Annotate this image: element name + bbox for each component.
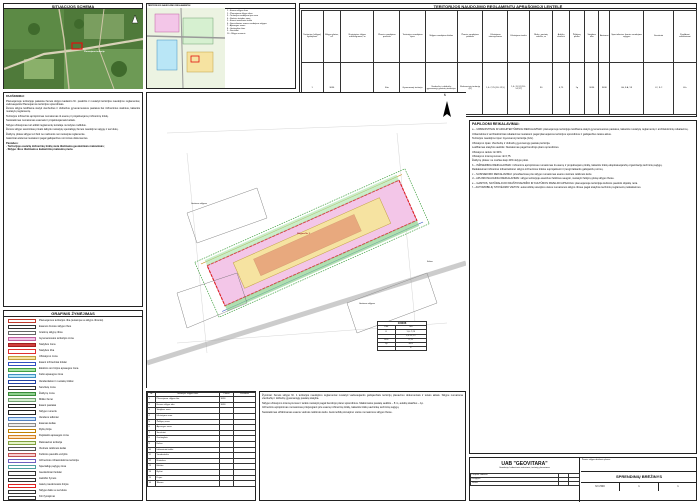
requirements-box <box>469 120 697 454</box>
legend-swatch <box>8 374 36 378</box>
legend-swatch <box>8 343 36 347</box>
notes-heading: Pastabos: <box>6 142 19 146</box>
drawing-scale: M 1:500 <box>581 483 620 491</box>
legend-swatch <box>8 447 36 451</box>
legend-label: Gretimų sklypų ribos <box>39 330 63 334</box>
table-cell: Apsaugos zona <box>156 425 220 431</box>
legend-label: Inžinerinės infrastruktūros teritorija <box>39 458 79 462</box>
legend-label: Vandentiekio ir nuotekų tinklai <box>39 379 74 383</box>
legend-item <box>8 458 79 464</box>
legend-item <box>8 428 51 434</box>
mini-plan-item: 6 - Specialiosios zemes naudojimo salygos <box>227 22 267 25</box>
legend-item <box>8 379 73 385</box>
plan-reg-cell: 30% <box>378 338 396 342</box>
table-cell: 30 <box>529 62 553 114</box>
coord-table <box>147 392 256 487</box>
table-cell: Rekreacinių teritorijų (R) <box>457 62 483 114</box>
legend-item <box>8 324 71 330</box>
drawing-name: SPRENDINIŲ BRĖŽINYS <box>581 472 697 483</box>
table-cell: Vandentiekis <box>156 453 220 459</box>
legend-item <box>8 349 54 355</box>
situation-scheme <box>3 3 143 89</box>
plan-reg-cell: 0,75 <box>395 338 426 342</box>
legend-label: Kelio apsaugos zona <box>39 373 64 377</box>
mini-plan-item: 8 - Gretimybiu ribos <box>227 27 246 30</box>
table-cell: 4 <box>148 413 156 419</box>
table-cell: 12 <box>148 458 156 464</box>
table-cell: Gretimybės <box>156 436 220 442</box>
legend-swatch <box>8 356 36 360</box>
plan-reg-cell <box>378 347 396 351</box>
legend-label: Sklypo dalis su servitutu <box>39 489 67 493</box>
sig-cell: Rengėjas <box>471 477 559 481</box>
legend-swatch <box>8 465 36 469</box>
plan-label: Sklypas Nr. 1 <box>297 233 310 235</box>
table-cell: I.A, II.A, VII <box>610 62 644 114</box>
mini-plan-title: TERITORIJOS NAUDOJIMO REGLAMENTAI <box>147 4 295 9</box>
legend-label: Vandens telkiniai <box>39 416 59 420</box>
legend-item <box>8 342 55 348</box>
legend-title: GRAFINIS ŽYMĖJIMAS <box>4 311 142 317</box>
legend-label: Vietinės reikšmės keliai <box>39 446 66 450</box>
table-cell: 1,6–11,12 (18–14,37) <box>508 62 529 114</box>
legend-swatch <box>8 478 36 482</box>
plan-reg-box <box>377 321 427 351</box>
legend-item <box>8 410 57 416</box>
explanation-paragraph: Planuojamoje teritorijoje pakeista žemės sklypo kadastro Nr. paskirtis ir nustatyti teritorijos naudojimo reglamentai, vadovaujantis Planuojamos teritorijos sprendiniais. <box>6 99 140 106</box>
col-header: Pastabos <box>234 393 256 397</box>
bottom-paragraph: Inžinerinis aprūpinimas numatomas prisijungiant prie esamų inžinerinių tinklų, laikantis tinklų savininkų techninių sąlygų. <box>262 406 400 410</box>
sheet-info <box>581 483 697 491</box>
legend-label: Gyvenamosios teritorijos zona <box>39 336 74 340</box>
col-header: Sklypo naudojimo būdas <box>425 10 457 62</box>
legend-label: Planuojamos teritorijos riba (sutampa su sklypo ribomis) <box>39 318 104 322</box>
mini-plan-item: 9 - Servitutai <box>227 30 239 32</box>
legend-item <box>8 452 68 458</box>
legend-label: Esamos žemės sklypo ribos <box>39 324 72 328</box>
legend-label: Dujotiekio apsaugos zona <box>39 434 69 438</box>
legend-item <box>8 434 69 440</box>
legend-swatch <box>8 441 36 445</box>
table-cell: 3 <box>148 408 156 414</box>
plan-reg-title: 1/3036 <box>378 322 427 326</box>
mini-plan-item: 7 - Apsaugos zonos <box>227 25 246 27</box>
table-cell: 10 <box>148 447 156 453</box>
table-cell: 3036 <box>585 62 599 114</box>
col-header: Papildomi reikalavimai <box>674 10 696 62</box>
title-block-left <box>470 458 580 502</box>
plan-reg-cell: 1,6–7,25 <box>395 330 426 334</box>
legend-item <box>8 440 62 446</box>
mini-plan-item: 4 - Statiniu statybos zona <box>227 17 251 20</box>
col-header: Žemės naudojimo paskirtis <box>374 10 400 62</box>
project-name: Žemės sklypo detalusis planas <box>581 458 697 472</box>
table-cell: 14 <box>148 469 156 475</box>
legend-label: Želdynų zona <box>39 391 55 395</box>
legend-item <box>8 397 53 403</box>
sig-cell <box>558 481 569 485</box>
mini-plan-item: 10 - Sklypo numeris <box>227 32 246 35</box>
legend-label: Elektros oro linijos apsaugos zona <box>39 367 79 371</box>
table-cell: 3036 <box>220 402 234 408</box>
explanation-paragraph: Susisiekimas numatomas esamais ir projektuojamais keliais. <box>6 119 76 123</box>
table-cell: Šiluma <box>156 481 220 487</box>
legend-item <box>8 361 67 367</box>
note-item: - Sklypo ribos tikslinamos kadastrinių matavimų metu. <box>6 148 74 152</box>
legend-item <box>8 336 74 342</box>
legend-swatch <box>8 435 36 439</box>
col-header: Statybos riba <box>585 10 599 62</box>
legend-label: Ryšių linija <box>39 428 52 432</box>
legend-label: Gatvių raudonosios linijos <box>39 483 69 487</box>
table-cell: K/a <box>674 62 696 114</box>
col-header: Maks. pastatų aukštis, m <box>529 10 553 62</box>
plan-reg-cell: Kita <box>378 326 396 330</box>
legend-swatch <box>8 417 36 421</box>
legend-swatch <box>8 337 36 341</box>
mini-plan-item: 5 - Esami inzineriniai tinklai <box>227 20 253 22</box>
legend-swatch <box>8 490 36 494</box>
table-cell: 1p <box>569 62 584 114</box>
coord-table-box <box>146 391 256 501</box>
legend-swatch <box>8 380 36 384</box>
table-cell <box>234 481 256 487</box>
situation-map <box>4 9 143 89</box>
plan-reg-cell: 1,6–11,12 <box>395 334 426 338</box>
legend-swatch <box>8 459 36 463</box>
legend-label: Statybos riba <box>39 349 55 353</box>
legend-item <box>8 416 58 422</box>
legend-item <box>8 391 55 397</box>
table-cell: Elektra <box>156 464 220 470</box>
legend-item <box>8 318 103 324</box>
table-cell: I.C, II.C <box>644 62 674 114</box>
requirements-paragraph: Leidžiamas statybos aukštis: Nustatomas pagal bendrojo plano sprendinius. <box>472 146 560 150</box>
col-header: Specialiosios žemės naudojimo sąlygos <box>610 10 644 62</box>
col-header: Nr. <box>148 393 156 397</box>
plan-label: Gretimas sklypas <box>359 303 375 305</box>
requirements-paragraph: Užstatymo tipas: Vienbučių ir dvibučių gyvenamųjų pastatų teritorija. <box>472 141 551 145</box>
legend-label: Sklypo numeris <box>39 410 57 414</box>
explanation-heading: PAAIŠKINIMAI: <box>6 95 25 98</box>
table-cell: Inžineriniai tinklai <box>156 447 220 453</box>
table-cell: 2 <box>148 402 156 408</box>
requirements-paragraph: d – APLINKOSAUGINIAI REIKALAVIMAI: sklypo teritorijoje esančius želdinius saugoti, nustatyti želdynų plotą sklypo ribose. <box>472 177 615 181</box>
legend-item <box>8 367 78 373</box>
sig-cell: Tikrino <box>471 481 559 485</box>
col-header: Sklypo plotas, m² <box>323 10 340 62</box>
legend-item <box>8 495 55 501</box>
requirements-paragraph: a – URBANISTINIAI IR ARCHITEKTŪRINIAI REIKALAVIMAI: planuojamoje teritorijoje leidžiama statyti gyvenamuosius pastatus, laikantis nustatytų reglamentų ir architektūrinių reikalavimų. <box>472 128 689 132</box>
explanation-paragraph: Žemės sklype leidžiama statyti vienbučius ir dvibučius gyvenamuosius pastatus bei inžinerinius statinius, laikantis nustatytų reglamentų. <box>6 107 140 114</box>
legend-swatch <box>8 453 36 457</box>
requirements-paragraph: b – INŽINERINIAI REIKALAVIMAI: inžinerinis aprūpinimas numatomas iš esamų ir projektuojamų tinklų, laikantis tinklų eksploatuojančių organizacijų techninių sąlygų. <box>472 163 663 167</box>
explanation-paragraph: Želdynų plotas sklype turi būti ne mažesnis nei nustatyta reglamente. <box>6 132 86 136</box>
table-cell <box>220 481 234 487</box>
legend-item <box>8 483 69 489</box>
table-cell: Esamo sklypo riba <box>156 402 220 408</box>
requirements-paragraph: c – SUSISIEKIMO REIKALAVIMAI: privažiavimas prie sklypo numatomas esamu vietinės reikšmės keliu. <box>472 172 593 176</box>
requirements-paragraph: f – AUTOMOBILIŲ STOVĖJIMO VIETOS: automobilių stovėjimo vietos numatomos sklypo ribose pagal statybos techninių reglamentų reikalavimus. <box>472 186 642 190</box>
situation-scheme-title: SITUACIJOS SCHEMA <box>4 4 142 9</box>
legend-swatch <box>8 429 36 433</box>
legend-item <box>8 477 56 483</box>
explanation-paragraph: Gaisriniai atstumai nustatomi pagal galiojančius norminius dokumentus. <box>6 137 89 141</box>
legend-swatch <box>8 331 36 335</box>
mini-plan-item: 1 - Esama sklypo ribos <box>227 10 249 12</box>
mini-plan-map <box>147 8 225 88</box>
table-cell: Gyvenamoji teritorija <box>400 62 425 114</box>
company-subtitle: Geodezija, kadastriniai matavimai, teritorijų planavimas <box>499 467 550 469</box>
table-cell: Statybos zona <box>156 408 220 414</box>
table-cell: 3036 <box>220 397 234 403</box>
mini-plan-legend <box>227 10 295 35</box>
table-cell: Kelias <box>156 441 220 447</box>
table-cell: Užstatymo zona <box>156 413 220 419</box>
legend-item <box>8 373 63 379</box>
company-name: UAB "GEOVITARA" <box>501 461 548 467</box>
table-cell: Želdynų zona <box>156 419 220 425</box>
bottom-text-box <box>259 391 466 501</box>
table-cell: 1 <box>148 397 156 403</box>
legend-swatch <box>8 398 36 402</box>
legend-item <box>8 471 62 477</box>
col-header: Žemės naudojimo pobūdis <box>457 10 483 62</box>
legend-label: Servitutų zona <box>39 385 56 389</box>
plan-reg-cell: 40% <box>395 342 426 346</box>
table-cell: 16 <box>148 481 156 487</box>
title-block-right <box>581 458 697 502</box>
legend-label: Specialiųjų sąlygų zona <box>39 464 67 468</box>
mini-plan-item: 3 - Teritorijos naudojimo tipo zona <box>227 15 259 17</box>
sheet-count: 1 <box>677 485 679 488</box>
legend-item <box>8 464 66 470</box>
legend-item <box>8 385 56 391</box>
reglament-table-title: TERITORIJOS NAUDOJIMO REGLAMENTŲ APRAŠOMOJI LENTELĖ <box>300 4 696 9</box>
plan-reg-cell: K <box>378 330 396 334</box>
table-cell: Planuojamo sklypo riba <box>156 397 220 403</box>
legend-swatch <box>8 423 36 427</box>
requirements-paragraph: Teritorijos naudojimo tipai: Gyvenamoji teritorija (GG). <box>472 137 534 141</box>
legend-label: Esami inžineriniai tinklai <box>39 361 67 365</box>
requirements-paragraph: Užstatymo intensyvumas: iki 0,75. <box>472 155 512 158</box>
bottom-paragraph: Sklypo užstatymo intensyvumas ir tankis nustatyti pagal bendrojo plano sprendinius. Maksimalus pastatų aukštis – 8 m, aukštų skaičius – 1p. <box>262 401 424 405</box>
col-header: Servitutai <box>644 10 674 62</box>
mini-plan <box>146 3 296 89</box>
table-cell: 0,75 <box>553 62 569 114</box>
table-cell: 1 <box>301 62 323 114</box>
col-header: Nustatytas sklypo aukštingumas, m <box>341 10 374 62</box>
plan-reg-cell: 1p <box>378 342 396 346</box>
requirements-paragraph: Reikalavimai inžinerinei infrastruktūrai: sklypo inžinerinius tinklus suprojektuoti ir įrengti laikantis galiojančių normų. <box>472 168 604 172</box>
legend-swatch <box>8 471 36 475</box>
table-cell: Nuotekos <box>156 458 220 464</box>
legend-item <box>8 403 56 409</box>
mini-plan-item: 2 - Planuojamo sklypo ribos <box>227 12 253 15</box>
legend-box <box>3 310 143 501</box>
legend-swatch <box>8 404 36 408</box>
legend-item <box>8 446 66 452</box>
table-cell: 8 <box>148 436 156 442</box>
title-block <box>469 457 697 501</box>
table-cell: 5 <box>148 419 156 425</box>
legend-swatch <box>8 484 36 488</box>
plan-north-label: Š <box>444 94 446 97</box>
main-plan <box>146 92 466 388</box>
table-row <box>148 481 256 487</box>
legend-swatch <box>8 368 36 372</box>
sheet-number: 1 <box>620 483 659 491</box>
table-cell: 13 <box>148 464 156 470</box>
col-header: Teritorijos sklypo ribos <box>156 393 220 397</box>
legend-item <box>8 489 67 495</box>
legend-label: Užstatymo zona <box>39 355 58 359</box>
requirements-paragraph: Urbanistiniai ir architektūriniai reikalavimai nustatomi pagal planuojamos teritorijos sprendinius ir galiojančius teisės aktus. <box>472 132 612 136</box>
plan-label: Gretimas sklypas <box>191 203 207 205</box>
sig-cell <box>569 481 580 485</box>
table-cell: Servitutai <box>156 430 220 436</box>
bottom-paragraph: Žyminiai: žemės sklypo Nr. 1 teritorijos naudojimo reglamentai nustatyti vadovaujantis galiojančiais teritorijų planavimo dokumentais ir teisės aktais. Sklype numatoma vienbučių ir dvibučių gyvenamųjų pastatų statyba. <box>262 394 463 401</box>
table-cell: 1,6–7,25 (18–12,5) <box>483 62 508 114</box>
legend-label: Aukščio žymės <box>39 477 57 481</box>
col-header: Plotas <box>220 393 234 397</box>
requirements-heading: PAPILDOMI REIKALAVIMAI: <box>472 122 520 126</box>
legend-label: Geodeziniai ženklai <box>39 471 62 475</box>
table-cell: 15 <box>148 475 156 481</box>
legend-label: Esami pastatai <box>39 403 57 407</box>
situation-position-label: Planuojama teritorija <box>84 51 105 53</box>
explanation-paragraph: Teritorijos inžinerinis aprūpinimas numatomas iš esamų ir projektuojamų inžinerinių tinklų. <box>6 114 109 118</box>
bottom-paragraph: Susisiekimas užtikrinamas esamu vietinės reikšmės keliu. Automobilių stovėjimo vietos numatomos sklypo ribose. <box>262 410 393 414</box>
table-cell: 7 <box>148 430 156 436</box>
legend-swatch <box>8 319 36 323</box>
legend-swatch <box>8 325 36 329</box>
signature-table <box>470 473 580 486</box>
table-cell: Vienbučių ir dvibučių gyvenamųjų pastatų teritorijos <box>425 62 457 114</box>
plan-reg-cell: 8 <box>395 347 426 351</box>
table-cell: 6 <box>148 425 156 431</box>
legend-swatch <box>8 386 36 390</box>
legend-swatch <box>8 410 36 414</box>
table-cell: Ryšiai <box>156 469 220 475</box>
legend-item <box>8 422 56 428</box>
col-header: Užstatymo tankis <box>508 10 529 62</box>
note-item: - Teritorijoje esančių inžinerinių tinklų vieta tikslinama geodeziniais matavimais; <box>6 145 105 149</box>
table-cell: 3036 <box>323 62 340 114</box>
legend-label: Kultūros paveldo vertybė <box>39 452 68 456</box>
col-header: Teritorijos naudojimo tipas <box>400 10 425 62</box>
legend-label: Kiti žymėjimai <box>39 495 55 499</box>
explanation-paragraph: Žemės sklypo savininkas privalo laikytis nustatytų specialiųjų žemės naudojimo sąlygų ir servitutų. <box>6 128 119 132</box>
col-header: Teritorijos (sklypo) žymėjimas <box>301 10 323 62</box>
col-header: Želdynų plotas <box>569 10 584 62</box>
plan-reg-cell: GG <box>395 326 426 330</box>
requirements-paragraph: e – GAMTOS, NATŪRALIOJO KRAŠTOVAIZDŽIO IR KULTŪROS PAVELDO APSAUGA: planuojamoje teritorijoje kultūros paveldo objektų nėra. <box>472 181 638 185</box>
explanation-paragraph: Sklypo užstatymas turi atitikti reglamentų lentelėje nurodytus rodiklius. <box>6 123 87 127</box>
col-header: Aukštų skaičius <box>553 10 569 62</box>
legend-swatch <box>8 362 36 366</box>
table-cell: Dujos <box>156 475 220 481</box>
col-header: Užstatymo intensyvumas <box>483 10 508 62</box>
legend-item <box>8 330 63 336</box>
plan-reg-table <box>377 321 427 351</box>
table-cell: 11 <box>148 453 156 459</box>
legend-swatch <box>8 349 36 353</box>
legend-item <box>8 355 58 361</box>
legend-label: Miško žemė <box>39 397 53 401</box>
requirements-paragraph: Želdynų plotas: ne mažiau kaip 40% sklypo ploto. <box>472 159 529 163</box>
plan-label: Kelias <box>427 261 433 263</box>
legend-label: Esamas kelias <box>39 422 56 426</box>
table-cell: 9 <box>148 441 156 447</box>
sig-cell: Projekto vadovas <box>471 473 559 477</box>
table-cell: 3036 <box>599 62 610 114</box>
table-cell: Kita <box>374 62 400 114</box>
legend-swatch <box>8 392 36 396</box>
legend-swatch <box>8 496 36 500</box>
col-header: Atstumai <box>599 10 610 62</box>
legend-label: Rekreacinė teritorija <box>39 440 63 444</box>
requirements-paragraph: Užstatymo tankis: iki 30%. <box>472 150 503 154</box>
explanation-box <box>3 92 143 307</box>
legend-label: Statybos zona <box>39 342 56 346</box>
